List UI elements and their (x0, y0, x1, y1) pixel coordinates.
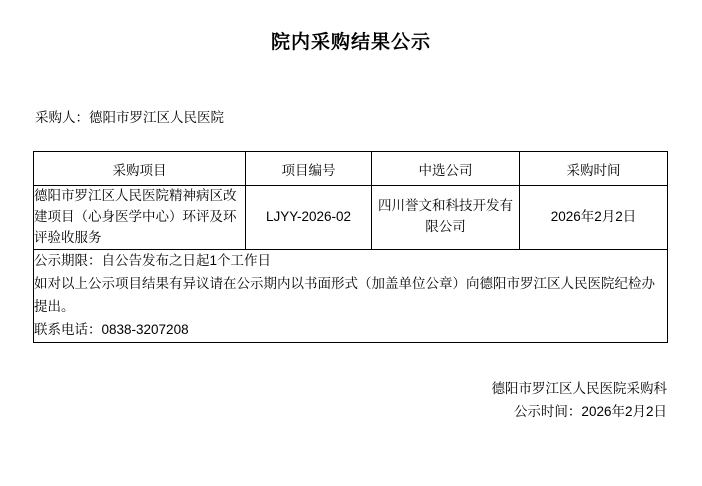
footer-publish-time: 公示时间：2026年2月2日 (513, 404, 667, 420)
table-header-row (34, 152, 668, 186)
terms-line-phone: 联系电话：0838-3207208 (34, 321, 189, 337)
terms-line-objection: 如对以上公示项目结果有异议请在公示期内以书面形式（加盖单位公章）向德阳市罗江区人民医院纪检办提出。 (34, 275, 655, 314)
table-row (34, 186, 668, 250)
terms-cell (34, 249, 668, 342)
procurement-result-table (33, 151, 668, 343)
column-header-code: 项目编号 (246, 152, 372, 186)
cell-winning-company: 四川誉文和科技开发有限公司 (372, 186, 520, 250)
cell-project-code: LJYY-2026-02 (246, 186, 372, 250)
page-title: 院内采购结果公示 (270, 32, 431, 53)
document-page (0, 27, 702, 486)
footer-department: 德阳市罗江区人民医院采购科 (491, 380, 667, 396)
cell-project-name: 德阳市罗江区人民医院精神病区改建项目（心身医学中心）环评及环评验收服务 (34, 186, 246, 250)
terms-line-period: 公示期限：自公告发布之日起1个工作日 (34, 252, 272, 268)
column-header-project: 采购项目 (34, 152, 246, 186)
document-footer (0, 377, 667, 424)
column-header-date: 采购时间 (520, 152, 668, 186)
cell-purchase-date: 2026年2月2日 (520, 186, 668, 250)
column-header-company: 中选公司 (372, 152, 520, 186)
purchaser-line: 采购人：德阳市罗江区人民医院 (35, 110, 224, 125)
table-terms-row (34, 249, 668, 342)
